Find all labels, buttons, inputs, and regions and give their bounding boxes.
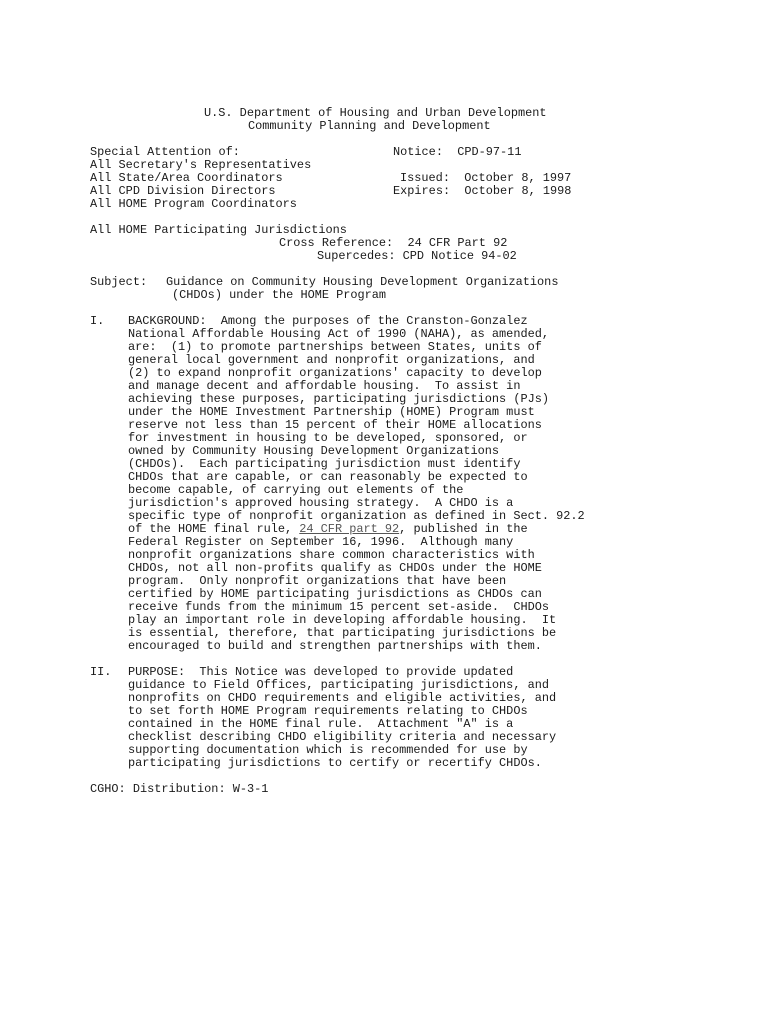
distribution-line: CGHO: Distribution: W-3-1 bbox=[90, 782, 269, 796]
body-line: PURPOSE: This Notice was developed to provide updated bbox=[128, 665, 514, 679]
body-line: nonprofit organizations share common characteristics with bbox=[128, 548, 535, 562]
body-line: participating jurisdictions to certify or recertify CHDOs. bbox=[128, 756, 542, 770]
body-line: achieving these purposes, participating jurisdictions (PJs) bbox=[128, 392, 549, 406]
body-line: Federal Register on September 16, 1996. Although many bbox=[128, 535, 514, 549]
expires-value: October 8, 1998 bbox=[464, 184, 572, 198]
body-line: CHDOs, not all non-profits qualify as CHDOs under the HOME bbox=[128, 561, 542, 575]
body-line: nonprofits on CHDO requirements and eligible activities, and bbox=[128, 691, 557, 705]
supercedes bbox=[317, 250, 517, 263]
body-line: checklist describing CHDO eligibility criteria and necessary bbox=[128, 730, 557, 744]
body-line: and manage decent and affordable housing. To assist in bbox=[128, 379, 521, 393]
subject-label: Subject: bbox=[90, 275, 148, 289]
body-line: play an important role in developing affordable housing. It bbox=[128, 613, 557, 627]
body-line: certified by HOME participating jurisdictions as CHDOs can bbox=[128, 587, 542, 601]
recipient-line: All Secretary's Representatives bbox=[90, 158, 312, 172]
body-line: encouraged to build and strengthen partnerships with them. bbox=[128, 639, 542, 653]
supercedes-value: CPD Notice 94-02 bbox=[402, 249, 517, 263]
recipient-line: All State/Area Coordinators bbox=[90, 171, 283, 185]
body-line: reserve not less than 15 percent of their HOME allocations bbox=[128, 418, 542, 432]
recipient-line: All HOME Program Coordinators bbox=[90, 197, 297, 211]
body-line: for investment in housing to be developed, sponsored, or bbox=[128, 431, 528, 445]
body-line: BACKGROUND: Among the purposes of the Cranston-Gonzalez bbox=[128, 314, 528, 328]
expires-label: Expires: bbox=[393, 184, 451, 198]
section-number: II. bbox=[90, 665, 112, 679]
office-title: Community Planning and Development bbox=[248, 119, 491, 133]
body-line: National Affordable Housing Act of 1990 (NAHA), as amended, bbox=[128, 327, 549, 341]
body-line: supporting documentation which is recommended for use by bbox=[128, 743, 528, 757]
recipient-line: All CPD Division Directors bbox=[90, 184, 276, 198]
agency-title: U.S. Department of Housing and Urban Development bbox=[204, 106, 547, 120]
body-line: is essential, therefore, that participating jurisdictions be bbox=[128, 626, 557, 640]
expires-date bbox=[393, 185, 571, 198]
body-text: of the HOME final rule, bbox=[128, 522, 300, 536]
body-line: contained in the HOME final rule. Attachment "A" is a bbox=[128, 717, 514, 731]
body-line: are: (1) to promote partnerships between States, units of bbox=[128, 340, 542, 354]
body-line: owned by Community Housing Development Organizations bbox=[128, 444, 500, 458]
notice-value: CPD-97-11 bbox=[457, 145, 522, 159]
issued-value: October 8, 1997 bbox=[464, 171, 572, 185]
body-line: receive funds from the minimum 15 percent set-aside. CHDOs bbox=[128, 600, 549, 614]
supercedes-label: Supercedes: bbox=[317, 249, 396, 263]
cross-ref-value: 24 CFR Part 92 bbox=[407, 236, 508, 250]
issued-label: Issued: bbox=[400, 171, 450, 185]
body-line: program. Only nonprofit organizations that have been bbox=[128, 574, 507, 588]
notice-label: Notice: bbox=[393, 145, 443, 159]
body-line: guidance to Field Offices, participating jurisdictions, and bbox=[128, 678, 549, 692]
section-number: I. bbox=[90, 314, 105, 328]
notice-number bbox=[393, 146, 521, 159]
body-line: to set forth HOME Program requirements relating to CHDOs bbox=[128, 704, 528, 718]
cfr-part-92-link[interactable]: 24 CFR part 92 bbox=[299, 522, 400, 536]
body-line: (2) to expand nonprofit organizations' capacity to develop bbox=[128, 366, 542, 380]
body-line: CHDOs that are capable, or can reasonably be expected to bbox=[128, 470, 528, 484]
subject-line: Guidance on Community Housing Development Organizations bbox=[166, 275, 559, 289]
body-line: (CHDOs). Each participating jurisdiction must identify bbox=[128, 457, 521, 471]
body-line: general local government and nonprofit organizations, and bbox=[128, 353, 535, 367]
special-attention-label: Special Attention of: bbox=[90, 145, 240, 159]
body-line: become capable, of carrying out elements of the bbox=[128, 483, 464, 497]
body-line: jurisdiction's approved housing strategy. A CHDO is a bbox=[128, 496, 514, 510]
cross-ref-label: Cross Reference: bbox=[279, 236, 394, 250]
body-text: , published in the bbox=[399, 522, 528, 536]
recipient-line: All HOME Participating Jurisdictions bbox=[90, 223, 347, 237]
subject-line: (CHDOs) under the HOME Program bbox=[172, 288, 387, 302]
body-line: under the HOME Investment Partnership (HOME) Program must bbox=[128, 405, 535, 419]
body-line: specific type of nonprofit organization as defined in Sect. 92.2 bbox=[128, 509, 585, 523]
